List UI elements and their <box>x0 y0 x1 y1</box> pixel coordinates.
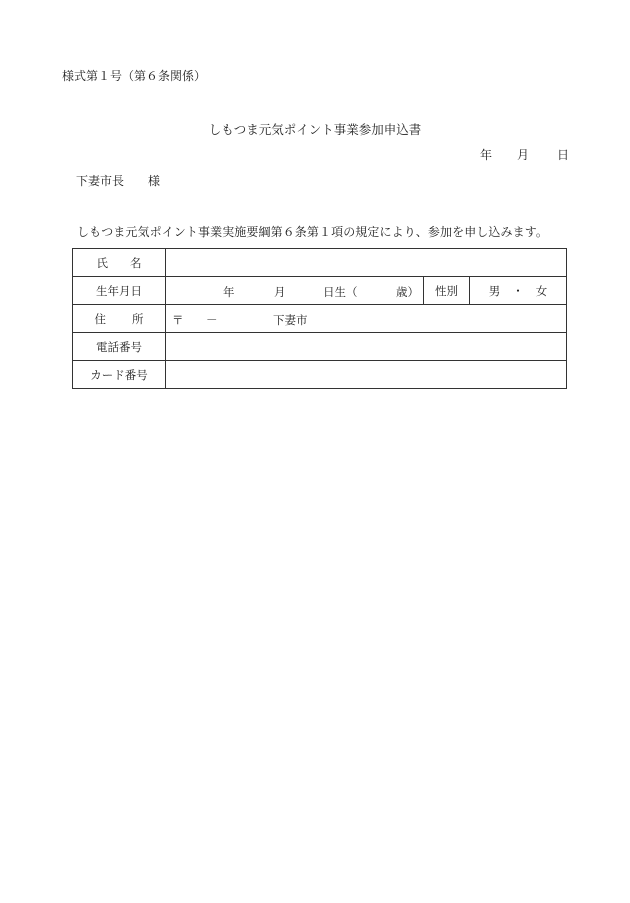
address-label: 住 所 <box>73 305 166 333</box>
phone-field[interactable] <box>166 333 567 361</box>
date-year-label: 年 <box>480 148 493 162</box>
document-title: しもつま元気ポイント事業参加申込書 <box>208 122 422 137</box>
birthdate-row <box>73 277 567 305</box>
name-label: 氏 名 <box>73 249 166 277</box>
birthdate-label: 生年月日 <box>73 277 166 305</box>
gender-label: 性別 <box>424 277 470 305</box>
postal-mark: 〒 <box>172 313 184 327</box>
addressee <box>76 172 160 189</box>
date-month-label: 月 <box>517 148 530 162</box>
gender-separator: ・ <box>512 283 524 298</box>
age-label: 歳） <box>396 285 419 299</box>
date-day-label: 日 <box>557 148 570 162</box>
addressee-name: 下妻市長 <box>76 174 125 188</box>
phone-label: 電話番号 <box>73 333 166 361</box>
card-number-field[interactable] <box>166 361 567 389</box>
name-field[interactable] <box>166 249 567 277</box>
name-row <box>73 249 567 277</box>
address-city: 下妻市 <box>273 313 308 327</box>
application-statement: しもつま元気ポイント事業実施要綱第６条第１項の規定により、参加を申し込みます。 <box>77 225 548 239</box>
birthdate-month-label: 月 <box>274 285 286 299</box>
birthdate-field[interactable] <box>166 277 424 305</box>
addressee-honorific: 様 <box>148 174 161 188</box>
gender-male-option[interactable]: 男 <box>488 283 501 298</box>
form-id: 様式第１号（第６条関係） <box>62 69 207 83</box>
address-field[interactable] <box>166 305 567 333</box>
application-form-table <box>72 248 567 389</box>
postal-dash: － <box>206 313 218 327</box>
card-number-label: カード番号 <box>73 361 166 389</box>
gender-female-option[interactable]: 女 <box>535 283 548 298</box>
birthdate-year-label: 年 <box>223 285 235 299</box>
birthdate-day-label: 日生（ <box>323 285 358 299</box>
gender-field[interactable] <box>470 277 567 305</box>
address-row <box>73 305 567 333</box>
phone-row <box>73 333 567 361</box>
card-row <box>73 361 567 389</box>
